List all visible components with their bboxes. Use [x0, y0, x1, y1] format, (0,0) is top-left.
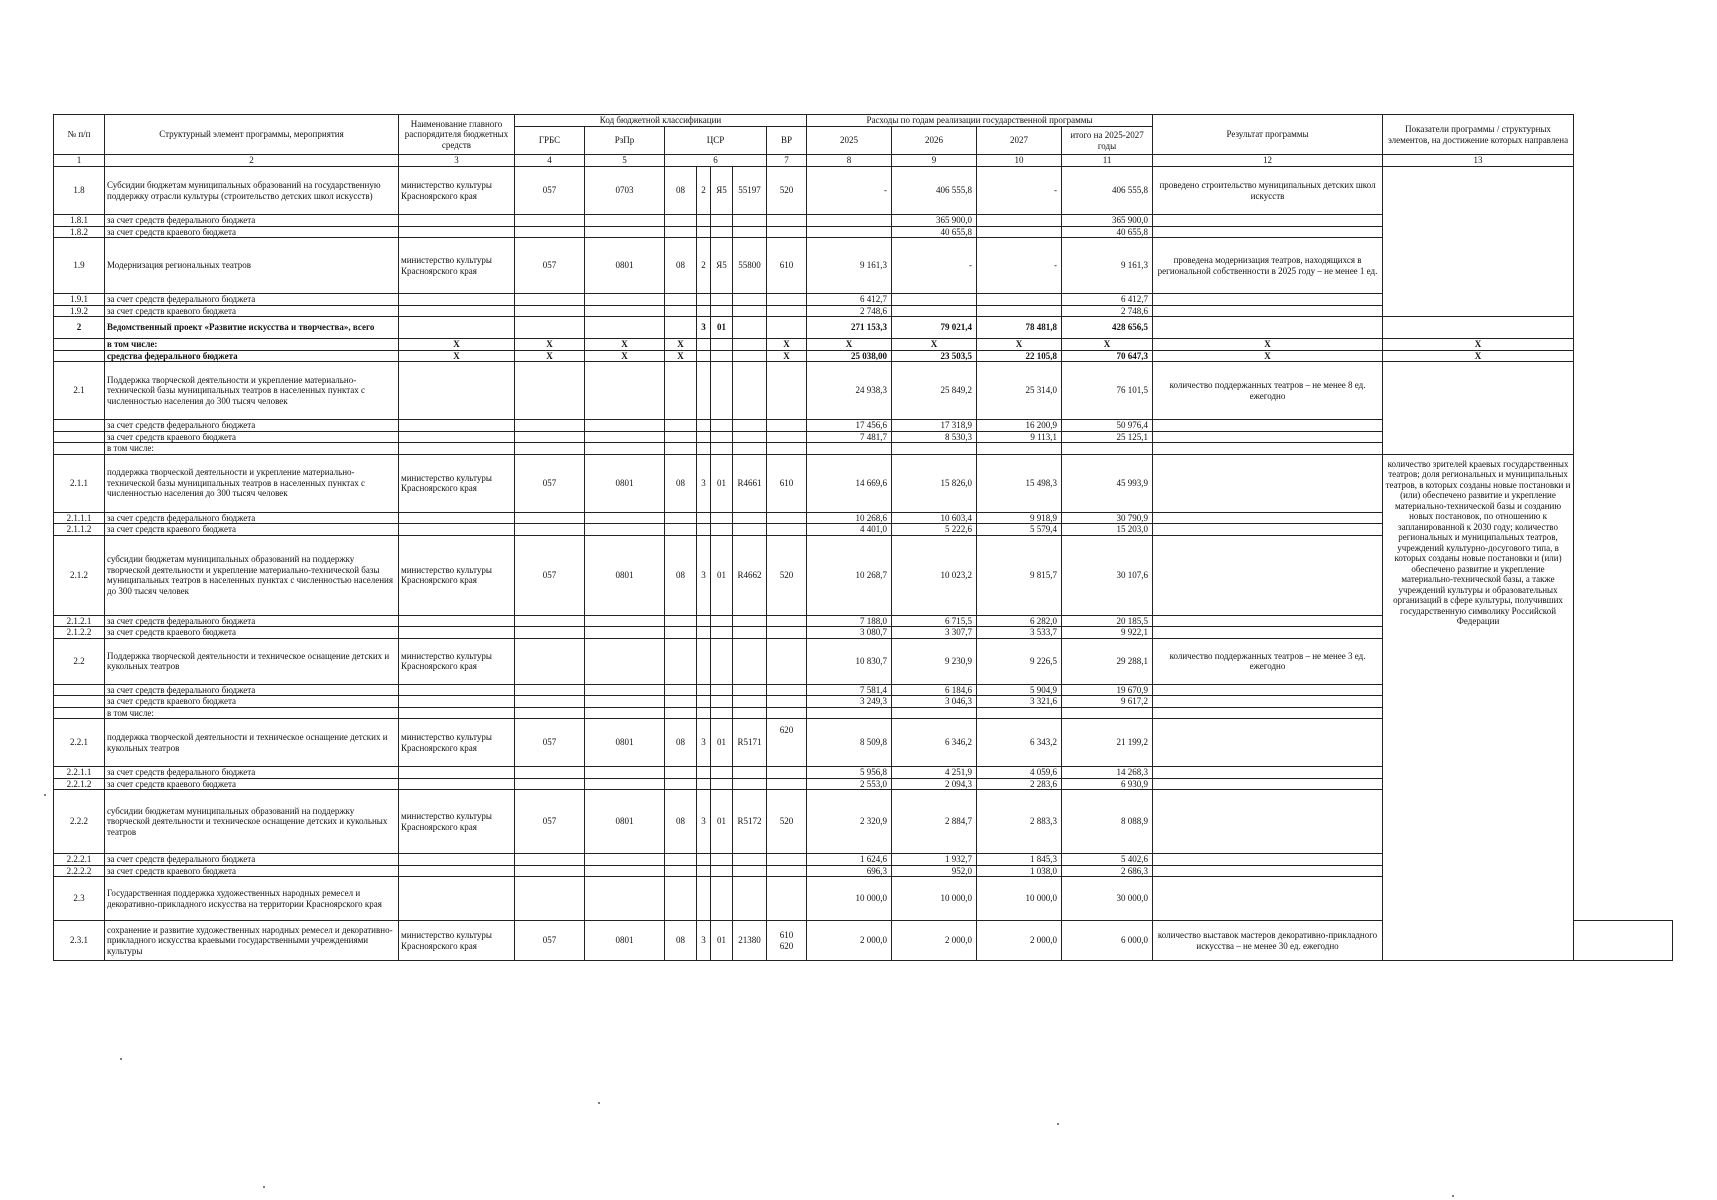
row-total: 406 555,8	[1062, 167, 1153, 215]
table-row	[54, 420, 1673, 432]
row-total: 25 125,1	[1062, 431, 1153, 443]
row-2025: 7 188,0	[807, 615, 892, 627]
row-total: 76 101,5	[1062, 362, 1153, 420]
row-csr-3: 01	[711, 535, 733, 615]
row-csr-4: 55197	[733, 167, 767, 215]
row-name: за счет средств федерального бюджета	[105, 615, 399, 627]
table-row	[54, 431, 1673, 443]
row-name: за счет средств краевого бюджета	[105, 865, 399, 877]
row-name: за счет средств краевого бюджета	[105, 431, 399, 443]
col-number: 12	[1153, 155, 1383, 167]
row-number: 2.2.2	[54, 790, 105, 854]
row-2026: 6 715,5	[892, 615, 977, 627]
row-name: за счет средств федерального бюджета	[105, 684, 399, 696]
row-csr-4: R5171	[733, 719, 767, 767]
row-name: за счет средств краевого бюджета	[105, 524, 399, 536]
row-number: 2.1.1.1	[54, 512, 105, 524]
header-csr: ЦСР	[665, 127, 767, 155]
x-mark: X	[1153, 339, 1383, 351]
row-number: 1.9.1	[54, 294, 105, 306]
row-2027: 5 904,9	[977, 684, 1062, 696]
row-result: проведено строительство муниципальных детских школ искусств	[1153, 167, 1383, 215]
row-grbs: 057	[515, 719, 585, 767]
row-2026: 10 603,4	[892, 512, 977, 524]
scan-speck	[263, 1186, 265, 1188]
row-total: 365 900,0	[1062, 215, 1153, 227]
row-number: 1.9.2	[54, 305, 105, 317]
row-total: 20 185,5	[1062, 615, 1153, 627]
row-csr-2: 2	[697, 238, 711, 294]
row-2026: 79 021,4	[892, 317, 977, 339]
row-2025: 24 938,3	[807, 362, 892, 420]
row-2027: 78 481,8	[977, 317, 1062, 339]
row-csr-3: 01	[711, 317, 733, 339]
row-2025: 2 000,0	[807, 921, 892, 961]
row-csr-2: 3	[697, 921, 711, 961]
x-mark: X	[1062, 339, 1153, 351]
row-number: 2.3.1	[54, 921, 105, 961]
scan-speck	[44, 794, 46, 796]
header-2027: 2027	[977, 127, 1062, 155]
row-rzpr: 0801	[585, 535, 665, 615]
row-2027: 2 283,6	[977, 778, 1062, 790]
row-name: средства федерального бюджета	[105, 350, 399, 362]
header-element: Структурный элемент программы, мероприятия	[105, 115, 399, 155]
header-grbs-name: Наименование главного распорядителя бюджетных средств	[399, 115, 515, 155]
row-number: 2.2.1.2	[54, 778, 105, 790]
row-ministry: министерство культуры Красноярского края	[399, 167, 515, 215]
row-csr-1: 08	[665, 790, 697, 854]
row-result: проведена модернизация театров, находящихся в региональной собственности в 2025 году – не менее 1 ед.	[1153, 238, 1383, 294]
row-number: 1.8	[54, 167, 105, 215]
row-vr: 620	[767, 719, 807, 767]
row-number: 2.2	[54, 638, 105, 684]
row-csr-2: 3	[697, 454, 711, 512]
row-2025: 2 320,9	[807, 790, 892, 854]
row-rzpr: 0801	[585, 921, 665, 961]
row-2026: 40 655,8	[892, 226, 977, 238]
row-ministry: министерство культуры Красноярского края	[399, 719, 515, 767]
table-row	[54, 454, 1673, 512]
row-2026: 6 346,2	[892, 719, 977, 767]
x-mark: X	[585, 350, 665, 362]
row-csr-2: 3	[697, 317, 711, 339]
row-grbs: 057	[515, 535, 585, 615]
row-2025: 17 456,6	[807, 420, 892, 432]
scan-speck	[1057, 1123, 1059, 1125]
row-total: 19 670,9	[1062, 684, 1153, 696]
row-name: Субсидии бюджетам муниципальных образований на государственную поддержку отрасли культуры (строительство детских школ искусств)	[105, 167, 399, 215]
row-total: 428 656,5	[1062, 317, 1153, 339]
row-total: 30 107,6	[1062, 535, 1153, 615]
row-name: субсидии бюджетам муниципальных образований на поддержку творческой деятельности и техническое оснащение детских и кукольных театров	[105, 790, 399, 854]
row-csr-1: 08	[665, 238, 697, 294]
row-2027: -	[977, 238, 1062, 294]
col-number: 3	[399, 155, 515, 167]
row-rzpr: 0703	[585, 167, 665, 215]
header-no: № п/п	[54, 115, 105, 155]
row-name: Поддержка творческой деятельности и укрепление материально-технической базы муниципальных театров в населенных пунктах с численностью населения до 300 тысяч человек	[105, 362, 399, 420]
x-mark: X	[807, 339, 892, 351]
row-2027: 6 282,0	[977, 615, 1062, 627]
row-2027: 25 314,0	[977, 362, 1062, 420]
row-total: 29 288,1	[1062, 638, 1153, 684]
row-total: 21 199,2	[1062, 719, 1153, 767]
row-grbs: 057	[515, 238, 585, 294]
row-2027: 15 498,3	[977, 454, 1062, 512]
row-csr-3: 01	[711, 719, 733, 767]
row-2027: 9 226,5	[977, 638, 1062, 684]
row-name: поддержка творческой деятельности и укрепление материально-технической базы муниципальных театров в населенных пунктах с численностью населения до 300 тысяч человек	[105, 454, 399, 512]
row-2025: 271 153,3	[807, 317, 892, 339]
row-name: за счет средств краевого бюджета	[105, 696, 399, 708]
row-ministry: министерство культуры Красноярского края	[399, 921, 515, 961]
row-name: поддержка творческой деятельности и техническое оснащение детских и кукольных театров	[105, 719, 399, 767]
row-name: за счет средств федерального бюджета	[105, 854, 399, 866]
row-2025: 696,3	[807, 865, 892, 877]
header-indicators: Показатели программы / структурных элементов, на достижение которых направлена	[1383, 115, 1574, 155]
table-row	[54, 339, 1673, 351]
row-name: сохранение и развитие художественных народных ремесел и декоративно-прикладного искусства краевыми государственными учреждениями культуры	[105, 921, 399, 961]
row-2025: 5 956,8	[807, 767, 892, 779]
row-2026: 1 932,7	[892, 854, 977, 866]
row-number: 2.1.2.2	[54, 627, 105, 639]
row-number: 2.2.2.1	[54, 854, 105, 866]
row-2027: 9 113,1	[977, 431, 1062, 443]
row-2026: 9 230,9	[892, 638, 977, 684]
row-total: 2 686,3	[1062, 865, 1153, 877]
x-mark: X	[515, 350, 585, 362]
row-total: 40 655,8	[1062, 226, 1153, 238]
row-2025: -	[807, 167, 892, 215]
row-name: субсидии бюджетам муниципальных образований на поддержку творческой деятельности и укрепление материально-технической базы муниципальных театров в населенных пунктах с численностью населения до 300 тысяч человек	[105, 535, 399, 615]
row-2025: 25 038,00	[807, 350, 892, 362]
col-number: 11	[1062, 155, 1153, 167]
row-vr: 520	[767, 535, 807, 615]
header-expenses: Расходы по годам реализации государственной программы	[807, 115, 1153, 127]
x-mark: X	[665, 339, 697, 351]
x-mark: X	[1383, 339, 1574, 351]
row-2026: 3 307,7	[892, 627, 977, 639]
row-csr-3: Я5	[711, 238, 733, 294]
row-csr-2: 3	[697, 790, 711, 854]
row-name: Государственная поддержка художественных народных ремесел и декоративно-прикладного искусства на территории Красноярского края	[105, 877, 399, 921]
row-csr-3: 01	[711, 921, 733, 961]
row-2025: 10 268,7	[807, 535, 892, 615]
table-row	[54, 443, 1673, 455]
row-name: за счет средств федерального бюджета	[105, 420, 399, 432]
row-ministry: министерство культуры Красноярского края	[399, 238, 515, 294]
row-rzpr: 0801	[585, 719, 665, 767]
row-number: 1.9	[54, 238, 105, 294]
row-2025: 7 481,7	[807, 431, 892, 443]
row-vr: 520	[767, 790, 807, 854]
row-number: 2.1.2.1	[54, 615, 105, 627]
col-number: 6	[665, 155, 767, 167]
row-2026: 2 884,7	[892, 790, 977, 854]
row-name: Поддержка творческой деятельности и техническое оснащение детских и кукольных театров	[105, 638, 399, 684]
row-csr-4: R4662	[733, 535, 767, 615]
row-2027: -	[977, 167, 1062, 215]
row-2027: 3 533,7	[977, 627, 1062, 639]
row-name: за счет средств краевого бюджета	[105, 226, 399, 238]
row-number: 2.1.1	[54, 454, 105, 512]
row-name: за счет средств федерального бюджета	[105, 294, 399, 306]
row-name: в том числе:	[105, 707, 399, 719]
row-vr: 610	[767, 454, 807, 512]
header-2025: 2025	[807, 127, 892, 155]
row-name: в том числе:	[105, 443, 399, 455]
table-row	[54, 167, 1673, 215]
row-2025: 10 830,7	[807, 638, 892, 684]
row-2027: 3 321,6	[977, 696, 1062, 708]
col-number: 8	[807, 155, 892, 167]
row-2027: 16 200,9	[977, 420, 1062, 432]
header-result: Результат программы	[1153, 115, 1383, 155]
row-2025: 4 401,0	[807, 524, 892, 536]
table-row	[54, 305, 1673, 317]
row-2025: 3 080,7	[807, 627, 892, 639]
header-2026: 2026	[892, 127, 977, 155]
row-2026: 17 318,9	[892, 420, 977, 432]
row-csr-4: R4661	[733, 454, 767, 512]
row-name: Модернизация региональных театров	[105, 238, 399, 294]
row-name: в том числе:	[105, 339, 399, 351]
row-2026: 952,0	[892, 865, 977, 877]
row-2025: 3 249,3	[807, 696, 892, 708]
row-csr-3: 01	[711, 790, 733, 854]
x-mark: X	[1153, 350, 1383, 362]
header-total: итого на 2025-2027 годы	[1062, 127, 1153, 155]
row-2026: 10 000,0	[892, 877, 977, 921]
row-2027: 9 815,7	[977, 535, 1062, 615]
row-csr-1: 08	[665, 454, 697, 512]
row-ministry: министерство культуры Красноярского края	[399, 454, 515, 512]
row-csr-4: R5172	[733, 790, 767, 854]
row-2026: 4 251,9	[892, 767, 977, 779]
row-2026: -	[892, 238, 977, 294]
row-number: 2.2.1	[54, 719, 105, 767]
x-mark: X	[1383, 350, 1574, 362]
row-csr-1: 08	[665, 167, 697, 215]
row-2026: 15 826,0	[892, 454, 977, 512]
x-mark: X	[977, 339, 1062, 351]
row-2026: 406 555,8	[892, 167, 977, 215]
scan-speck	[120, 1058, 122, 1060]
row-csr-2: 3	[697, 535, 711, 615]
row-total: 9 922,1	[1062, 627, 1153, 639]
row-2025: 10 000,0	[807, 877, 892, 921]
col-number: 13	[1383, 155, 1574, 167]
row-csr-3: Я5	[711, 167, 733, 215]
x-mark: X	[665, 350, 697, 362]
row-number: 1.8.1	[54, 215, 105, 227]
row-ministry: министерство культуры Красноярского края	[399, 535, 515, 615]
header-grbs: ГРБС	[515, 127, 585, 155]
row-2025: 7 581,4	[807, 684, 892, 696]
row-grbs: 057	[515, 167, 585, 215]
row-csr-3: 01	[711, 454, 733, 512]
col-number: 2	[105, 155, 399, 167]
row-number: 2.1.1.2	[54, 524, 105, 536]
table-row	[54, 215, 1673, 227]
row-total: 9 617,2	[1062, 696, 1153, 708]
row-ministry: министерство культуры Красноярского края	[399, 638, 515, 684]
header-rzpr: РзПр	[585, 127, 665, 155]
row-rzpr: 0801	[585, 790, 665, 854]
row-2027: 5 579,4	[977, 524, 1062, 536]
row-2025: 14 669,6	[807, 454, 892, 512]
row-total: 9 161,3	[1062, 238, 1153, 294]
row-2027: 2 883,3	[977, 790, 1062, 854]
table-row	[54, 226, 1673, 238]
row-2026: 10 023,2	[892, 535, 977, 615]
row-grbs: 057	[515, 790, 585, 854]
row-2027: 10 000,0	[977, 877, 1062, 921]
col-number: 10	[977, 155, 1062, 167]
row-total: 6 000,0	[1062, 921, 1153, 961]
row-name: за счет средств краевого бюджета	[105, 305, 399, 317]
row-name: Ведомственный проект «Развитие искусства и творчества», всего	[105, 317, 399, 339]
row-number: 2.2.1.1	[54, 767, 105, 779]
row-total: 8 088,9	[1062, 790, 1153, 854]
row-indicators: количество зрителей краевых государственных театров; доля региональных и муниципальных театров, в которых созданы новые постановки и (или) обеспечено развитие и укрепление материально-технической базы и созданию новых постановок, по отношению к запланированной к 2030 году; количество региональных и муниципальных театров, учреждений культурно-досугового типа, в которых созданы новые постановки и (или) обеспечено развитие и укрепление материально-технической базы, а также учреждений культуры и образовательных организаций в сфере культуры, получивших государственную символику Российской Федерации	[1383, 454, 1574, 961]
row-csr-2: 3	[697, 719, 711, 767]
table-row	[54, 238, 1673, 294]
row-total: 45 993,9	[1062, 454, 1153, 512]
row-total: 30 000,0	[1062, 877, 1153, 921]
x-mark: X	[399, 339, 515, 351]
row-name: за счет средств федерального бюджета	[105, 512, 399, 524]
row-vr: 610 620	[767, 921, 807, 961]
row-number: 2.1	[54, 362, 105, 420]
row-csr-4: 55800	[733, 238, 767, 294]
row-2027: 1 038,0	[977, 865, 1062, 877]
row-2027: 22 105,8	[977, 350, 1062, 362]
row-vr: 520	[767, 167, 807, 215]
row-2025: 10 268,6	[807, 512, 892, 524]
table-row	[54, 294, 1673, 306]
row-2025: 2 553,0	[807, 778, 892, 790]
row-total: 14 268,3	[1062, 767, 1153, 779]
row-number: 1.8.2	[54, 226, 105, 238]
row-ministry: министерство культуры Красноярского края	[399, 790, 515, 854]
x-mark: X	[515, 339, 585, 351]
col-number: 4	[515, 155, 585, 167]
col-number: 7	[767, 155, 807, 167]
row-total: 6 930,9	[1062, 778, 1153, 790]
row-name: за счет средств федерального бюджета	[105, 215, 399, 227]
row-rzpr: 0801	[585, 238, 665, 294]
row-total: 5 402,6	[1062, 854, 1153, 866]
row-2026: 8 530,3	[892, 431, 977, 443]
x-mark: X	[767, 350, 807, 362]
row-2026: 5 222,6	[892, 524, 977, 536]
row-number: 2	[54, 317, 105, 339]
x-mark: X	[767, 339, 807, 351]
row-grbs: 057	[515, 921, 585, 961]
x-mark: X	[892, 339, 977, 351]
row-total: 15 203,0	[1062, 524, 1153, 536]
row-csr-4: 21380	[733, 921, 767, 961]
row-rzpr: 0801	[585, 454, 665, 512]
row-2025: 1 624,6	[807, 854, 892, 866]
x-mark: X	[399, 350, 515, 362]
header-vr: ВР	[767, 127, 807, 155]
row-2026: 6 184,6	[892, 684, 977, 696]
row-2026: 2 000,0	[892, 921, 977, 961]
row-2027: 4 059,6	[977, 767, 1062, 779]
header-kbk: Код бюджетной классификации	[515, 115, 807, 127]
row-total: 6 412,7	[1062, 294, 1153, 306]
row-number: 2.3	[54, 877, 105, 921]
row-2026: 23 503,5	[892, 350, 977, 362]
row-2027: 2 000,0	[977, 921, 1062, 961]
row-csr-1: 08	[665, 719, 697, 767]
col-number: 9	[892, 155, 977, 167]
table-row	[54, 350, 1673, 362]
scan-speck	[1452, 1195, 1454, 1197]
x-mark: X	[585, 339, 665, 351]
row-2025: 8 509,8	[807, 719, 892, 767]
row-2026: 25 849,2	[892, 362, 977, 420]
row-2025: 6 412,7	[807, 294, 892, 306]
table-row	[54, 317, 1673, 339]
row-csr-1: 08	[665, 921, 697, 961]
row-2027: 1 845,3	[977, 854, 1062, 866]
budget-table	[53, 114, 1673, 961]
row-result: количество выставок мастеров декоративно-прикладного искусства – не менее 30 ед. ежегодно	[1153, 921, 1383, 961]
row-name: за счет средств краевого бюджета	[105, 778, 399, 790]
row-2025: 2 748,6	[807, 305, 892, 317]
row-csr-2: 2	[697, 167, 711, 215]
row-csr-1: 08	[665, 535, 697, 615]
row-result: количество поддержанных театров – не менее 8 ед. ежегодно	[1153, 362, 1383, 420]
row-2026: 3 046,3	[892, 696, 977, 708]
budget-table-page	[53, 114, 1673, 961]
row-2025: 9 161,3	[807, 238, 892, 294]
row-name: за счет средств краевого бюджета	[105, 627, 399, 639]
scan-speck	[598, 1102, 600, 1104]
row-name: за счет средств федерального бюджета	[105, 767, 399, 779]
row-total: 50 976,4	[1062, 420, 1153, 432]
row-result: количество поддержанных театров – не менее 3 ед. ежегодно	[1153, 638, 1383, 684]
col-number: 5	[585, 155, 665, 167]
row-2027: 6 343,2	[977, 719, 1062, 767]
row-vr: 610	[767, 238, 807, 294]
row-number: 2.2.2.2	[54, 865, 105, 877]
row-total: 30 790,9	[1062, 512, 1153, 524]
table-row	[54, 362, 1673, 420]
row-number: 2.1.2	[54, 535, 105, 615]
row-total: 2 748,6	[1062, 305, 1153, 317]
row-grbs: 057	[515, 454, 585, 512]
row-2027: 9 918,9	[977, 512, 1062, 524]
row-2026: 365 900,0	[892, 215, 977, 227]
row-total: 70 647,3	[1062, 350, 1153, 362]
col-number: 1	[54, 155, 105, 167]
row-2026: 2 094,3	[892, 778, 977, 790]
